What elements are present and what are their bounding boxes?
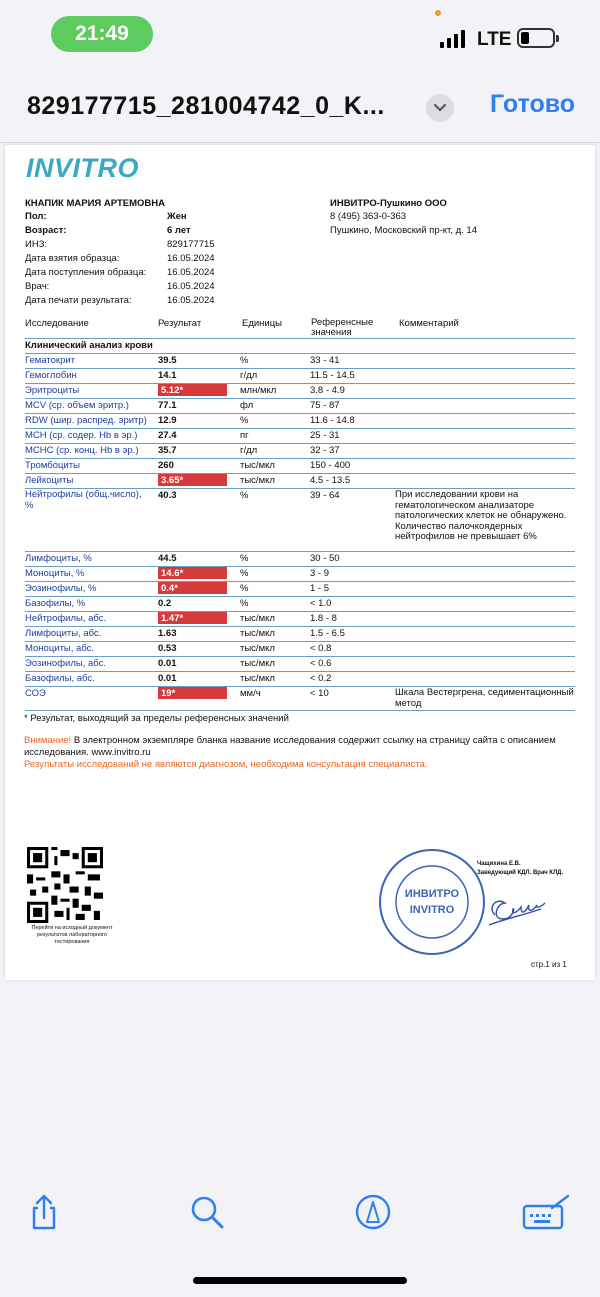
row-result-flagged: 5.12* [158,384,227,396]
row-units: % [240,553,249,564]
signer-name: Чащихина Е.В. [477,861,521,867]
row-reference: < 10 [310,688,329,699]
row-units: тыс/мкл [240,460,275,471]
patient-name: КНАПИК МАРИЯ АРТЕМОВНА [25,198,165,209]
row-result-flagged: 19* [158,687,227,699]
patient-field-value: 16.05.2024 [167,295,215,306]
invitro-logo: INVITRO [26,153,140,183]
table-row[interactable] [25,597,575,612]
col-header-result: Результат [158,318,202,329]
row-units: % [240,598,249,609]
row-units: тыс/мкл [240,673,275,684]
table-row[interactable] [25,369,575,384]
table-row[interactable] [25,657,575,672]
patient-field-value: Жен [167,211,187,222]
row-reference: 1.5 - 6.5 [310,628,345,639]
row-test-name: Лимфоциты, абс. [25,628,102,639]
row-result: 35.7 [158,445,177,456]
signer-title: Заведующий КДЛ. Врач КЛД. [477,870,564,876]
patient-field-value: 829177715 [167,239,215,250]
row-reference: 33 - 41 [310,355,340,366]
row-result: 1.63 [158,628,177,639]
row-test-name: Моноциты, абс. [25,643,95,654]
nav-bar [0,72,600,143]
row-units: тыс/мкл [240,658,275,669]
table-row[interactable] [25,474,575,489]
col-header-units: Единицы [242,318,283,329]
row-result: 12.9 [158,415,177,426]
row-reference: 4.5 - 13.5 [310,475,351,486]
patient-field-value: 6 лет [167,225,191,236]
network-type: LTE [477,29,512,50]
row-reference: 30 - 50 [310,553,340,564]
row-test-name: Эозинофилы, % [25,583,97,594]
patient-field-label: Врач: [25,281,50,292]
row-units: г/дл [240,445,258,456]
row-test-name: Нейтрофилы, абс. [25,613,107,624]
status-bar [0,0,600,72]
battery-icon [517,28,555,48]
row-units: фл [240,400,254,411]
patient-field-label: Дата взятия образца: [25,253,120,264]
table-row[interactable] [25,687,575,711]
row-units: г/дл [240,370,258,381]
row-reference: 1.8 - 8 [310,613,337,624]
row-test-name: Гемоглобин [25,370,77,381]
patient-field-label: Дата печати результата: [25,295,132,306]
home-indicator[interactable] [193,1277,407,1284]
status-time[interactable] [51,16,153,52]
patient-field-label: Возраст: [25,225,67,236]
row-result: 260 [158,460,174,471]
table-row[interactable] [25,552,575,567]
row-test-name: Гематокрит [25,355,76,366]
table-row[interactable] [25,384,575,399]
row-units: % [240,415,249,426]
row-result: 39.5 [158,355,177,366]
row-units: % [240,355,249,366]
document-title: 829177715_281004742_0_K... [27,92,385,120]
footnote: * Результат, выходящий за пределы референсных значений [24,713,289,724]
table-row[interactable] [25,627,575,642]
table-row[interactable] [25,582,575,597]
row-result-flagged: 3.65* [158,474,227,486]
row-test-name: RDW (шир. распред. эритр) [25,415,147,426]
row-result: 0.01 [158,658,177,669]
row-result: 0.01 [158,673,177,684]
row-test-name: MCHC (ср. конц. Hb в эр.) [25,445,139,456]
row-test-name: Лимфоциты, % [25,553,92,564]
table-row[interactable] [25,672,575,687]
row-test-name: MCH (ср. содер. Hb в эр.) [25,430,138,441]
row-units: млн/мкл [240,385,277,396]
section-title: Клинический анализ крови [25,340,153,351]
col-header-comment: Комментарий [399,318,459,329]
row-test-name: Базофилы, % [25,598,86,609]
row-units: тыс/мкл [240,613,275,624]
stamp-text: ИНВИТРО [404,888,460,900]
notice [24,735,580,759]
annotate-keyboard-icon[interactable] [522,1192,572,1232]
row-reference: < 0.2 [310,673,332,684]
table-row[interactable] [25,489,575,552]
share-icon[interactable] [24,1192,64,1232]
row-reference: 150 - 400 [310,460,351,471]
signature-icon [483,885,553,930]
row-units: % [240,583,249,594]
row-reference: 32 - 37 [310,445,340,456]
orange-indicator-icon [435,10,441,16]
row-result: 0.2 [158,598,172,609]
row-reference: 75 - 87 [310,400,340,411]
row-test-name: Моноциты, % [25,568,85,579]
row-reference: < 0.8 [310,643,332,654]
row-reference: < 1.0 [310,598,332,609]
time-label: 21:49 [75,22,129,45]
row-units: % [240,568,249,579]
notice-label: Внимание! [24,735,72,746]
lab-stamp-icon [377,847,487,957]
row-test-name: Эозинофилы, абс. [25,658,106,669]
notice-text: В электронном экземпляре бланка название исследования содержит ссылку на страницу сайта с описанием исследования. www.invitro.ru [24,735,556,758]
markup-icon[interactable] [353,1192,393,1232]
lab-address: Пушкино, Московский пр-кт, д. 14 [330,225,477,236]
patient-field-label: Пол: [25,211,47,222]
row-test-name: Тромбоциты [25,460,80,471]
row-result-flagged: 0.4* [158,582,227,594]
table-row[interactable] [25,612,575,627]
table-row[interactable] [25,354,575,369]
row-reference: 11.6 - 14.8 [310,415,355,426]
row-result: 14.1 [158,370,177,381]
row-reference: 1 - 5 [310,583,330,594]
row-units: тыс/мкл [240,628,275,639]
document-page[interactable] [5,145,595,980]
row-reference: < 0.6 [310,658,332,669]
row-reference: 39 - 64 [310,490,340,501]
search-icon[interactable] [187,1192,227,1232]
page-number: стр.1 из 1 [531,960,567,969]
table-row[interactable] [25,399,575,414]
row-reference: 3.8 - 4.9 [310,385,345,396]
title-menu-button[interactable] [426,94,454,122]
row-test-name: Эритроциты [25,385,80,396]
bottom-toolbar [0,1170,600,1260]
table-row[interactable] [25,414,575,429]
row-test-name: Лейкоциты [25,475,74,486]
row-test-name: СОЭ [25,688,46,699]
table-row[interactable] [25,642,575,657]
row-units: мм/ч [240,688,261,699]
row-units: пг [240,430,249,441]
patient-field-value: 16.05.2024 [167,267,215,278]
row-units: тыс/мкл [240,475,275,486]
row-test-name: Нейтрофилы (общ.число), % [25,489,142,511]
table-row[interactable] [25,459,575,474]
row-result-flagged: 14.6* [158,567,227,579]
row-units: % [240,490,249,501]
row-result: 44.5 [158,553,177,564]
patient-field-label: Дата поступления образца: [25,267,147,278]
row-test-name: MCV (ср. объем эритр.) [25,400,129,411]
row-result-flagged: 1.47* [158,612,227,624]
row-result: 77.1 [158,400,177,411]
chevron-down-icon [433,103,447,113]
header-divider [25,338,575,339]
row-comment: При исследовании крови на гематологическом анализаторе патологических клеток не обнаружено. Количество палочкоядерных нейтрофилов не превышает 6% [395,489,567,542]
row-result: 40.3 [158,490,177,501]
qr-code-icon[interactable] [27,847,103,923]
cellular-signal-icon [440,28,465,48]
row-reference: 25 - 31 [310,430,340,441]
row-reference: 11.5 - 14.5 [310,370,355,381]
patient-field-value: 16.05.2024 [167,253,215,264]
lab-name: ИНВИТРО-Пушкино ООО [330,198,447,209]
qr-caption: Перейти на исходный документ результатов лабораторного тестирования [31,925,113,945]
table-row[interactable] [25,444,575,459]
row-test-name: Базофилы, абс. [25,673,95,684]
table-row[interactable] [25,429,575,444]
row-result: 0.53 [158,643,177,654]
col-header-test: Исследование [25,318,89,329]
lab-phone: 8 (495) 363-0-363 [330,211,407,222]
row-result: 27.4 [158,430,177,441]
patient-field-value: 16.05.2024 [167,281,215,292]
row-units: тыс/мкл [240,643,275,654]
disclaimer: Результаты исследований не являются диагнозом, необходима консультация специалиста. [24,759,428,770]
stamp-text-latin: INVITRO [409,904,455,916]
row-reference: 3 - 9 [310,568,330,579]
col-header-reference: Референсные значения [311,317,374,338]
done-button[interactable]: Готово [490,90,576,118]
row-comment: Шкала Вестергрена, седиментационный метод [395,687,574,709]
table-row[interactable] [25,567,575,582]
patient-field-label: ИНЗ: [25,239,48,250]
